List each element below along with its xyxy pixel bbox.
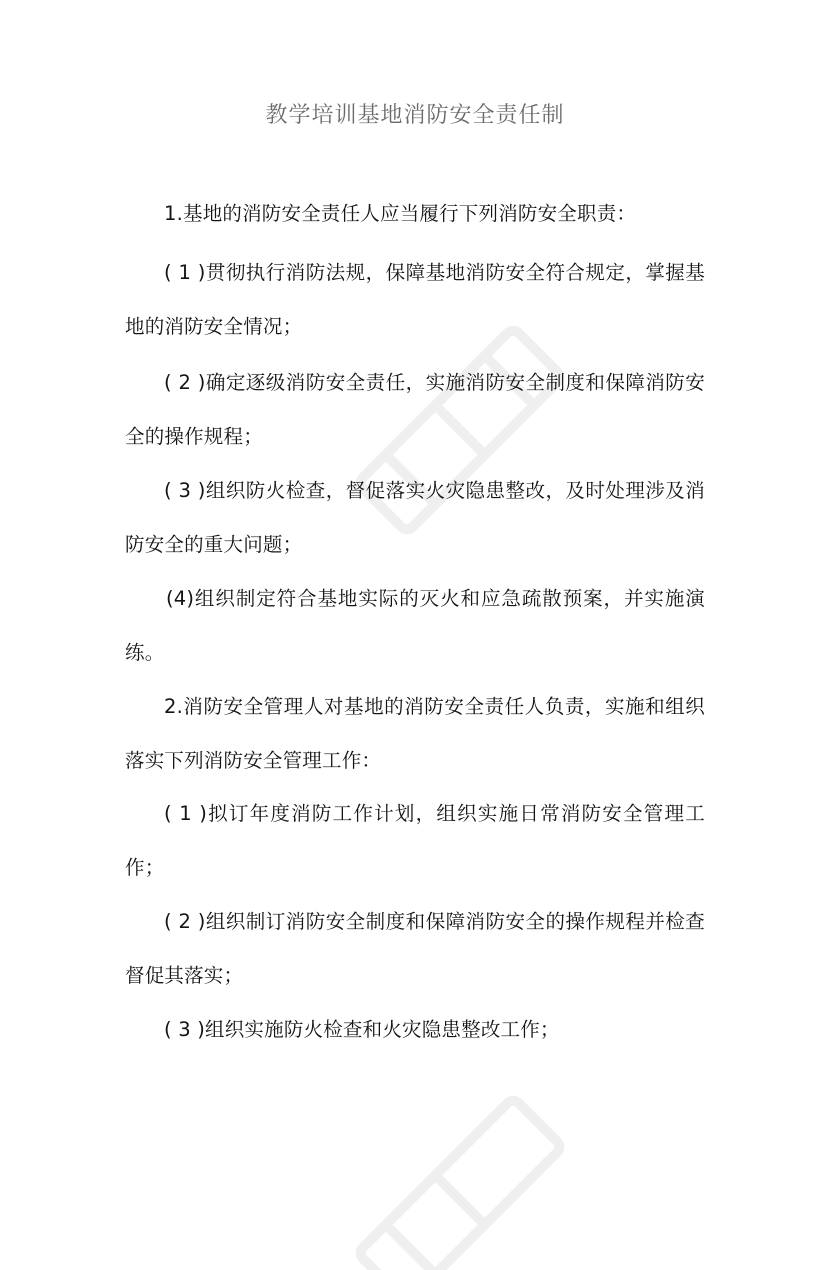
paragraph-4: ( 3 )组织防火检查，督促落实火灾隐患整改，及时处理涉及消防安全的重大问题； bbox=[125, 479, 705, 556]
paragraph-3: ( 2 )确定逐级消防安全责任，实施消防安全制度和保障消防安全的操作规程； bbox=[125, 371, 705, 448]
paragraph-9: ( 3 )组织实施防火检查和火灾隐患整改工作； bbox=[164, 1018, 560, 1041]
paragraph-1: 1.基地的消防安全责任人应当履行下列消防安全职责： bbox=[164, 202, 637, 225]
paragraph-7: ( 1 )拟订年度消防工作计划，组织实施日常消防安全管理工作； bbox=[125, 802, 705, 879]
document-title: 教学培训基地消防安全责任制 bbox=[265, 103, 565, 128]
paragraph-2: ( 1 )贯彻执行消防法规，保障基地消防安全符合规定，掌握基地的消防安全情况； bbox=[125, 261, 705, 338]
paragraph-5: (4)组织制定符合基地实际的灭火和应急疏散预案，并实施演练。 bbox=[125, 587, 705, 664]
paragraph-6: 2.消防安全管理人对基地的消防安全责任人负责，实施和组织落实下列消防安全管理工作： bbox=[125, 695, 705, 772]
paragraph-8: ( 2 )组织制订消防安全制度和保障消防安全的操作规程并检查督促其落实； bbox=[125, 910, 705, 987]
watermark-logo-bottom bbox=[330, 1070, 590, 1270]
